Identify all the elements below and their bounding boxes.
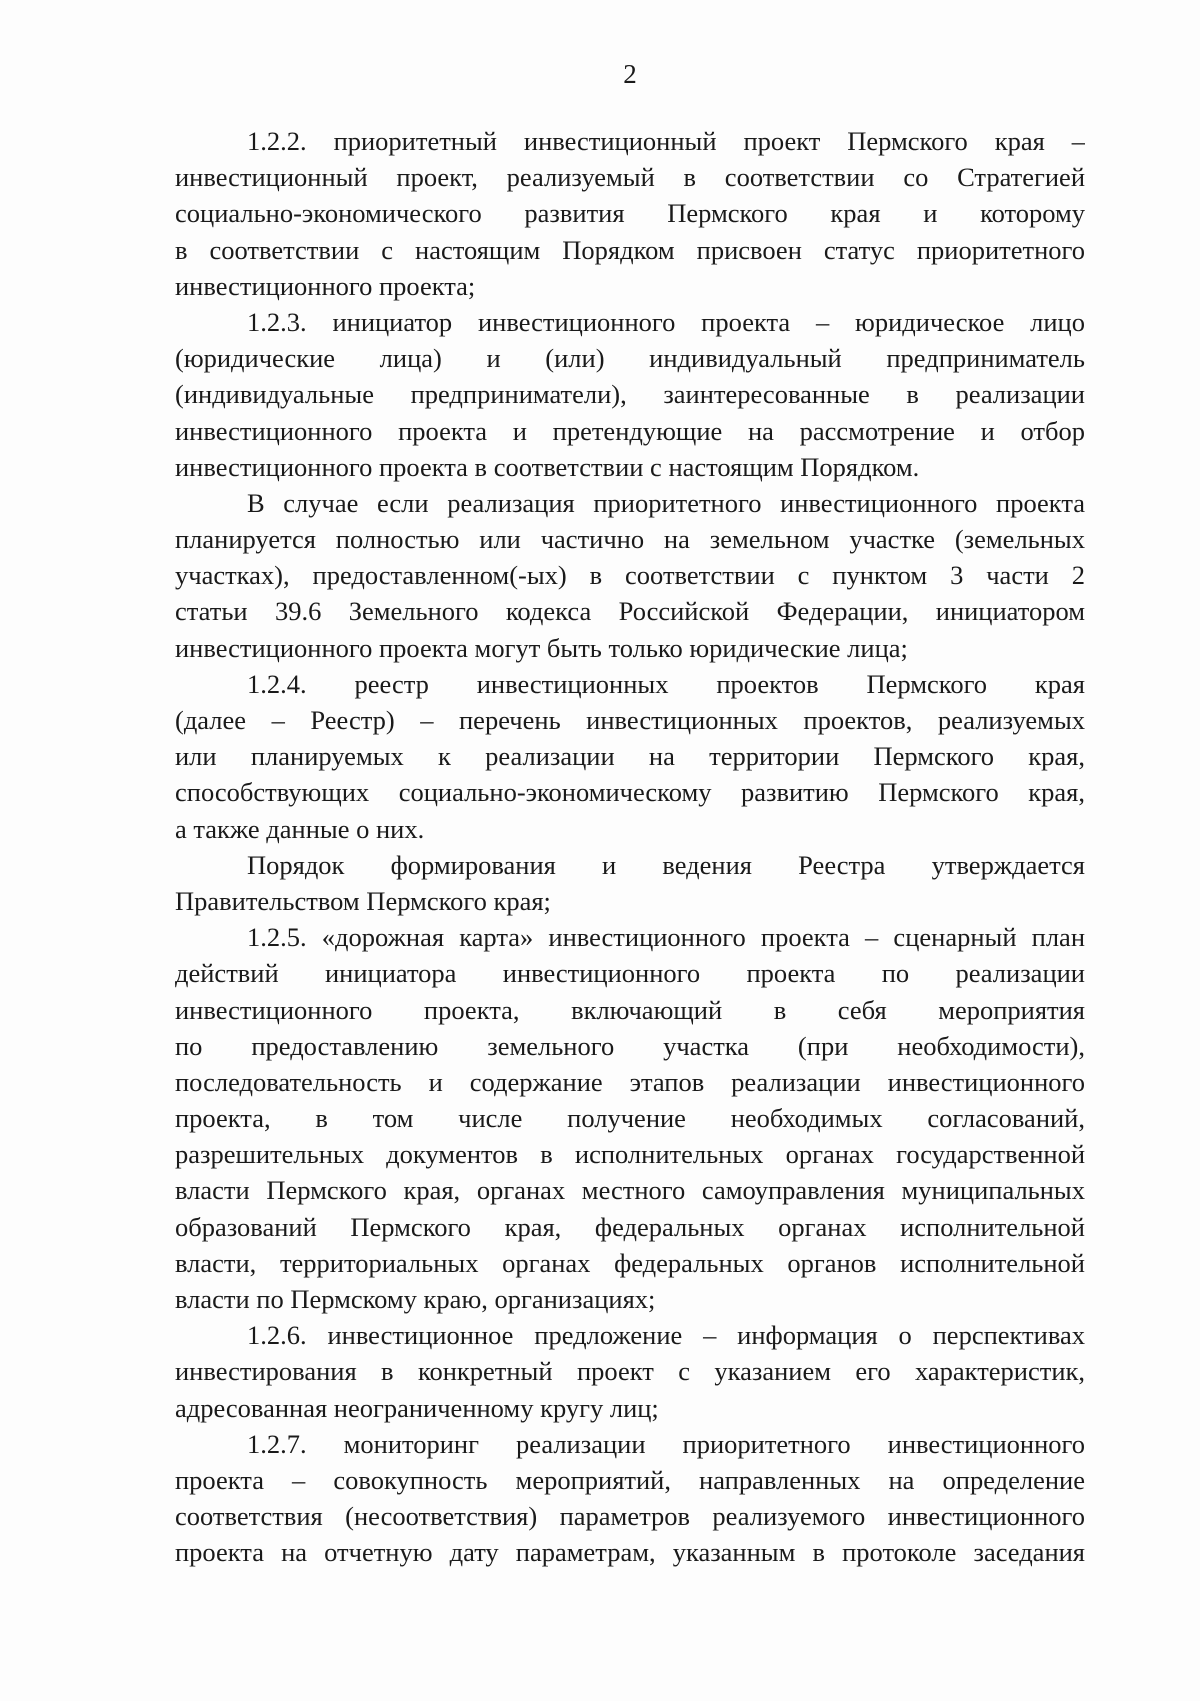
paragraph-1-2-5 bbox=[175, 919, 1085, 1317]
text-line: участках), предоставленном(-ых) в соответствии с пунктом 3 части 2 bbox=[175, 560, 1085, 591]
text-line: власти Пермского края, органах местного самоуправления муниципальных bbox=[175, 1175, 1085, 1206]
text-line: В случае если реализация приоритетного инвестиционного проекта bbox=[247, 487, 1085, 518]
text-line: инвестиционного проекта, включающий в себя мероприятия bbox=[175, 994, 1085, 1025]
text-line: инвестиционного проекта в соответствии с настоящим Порядком. bbox=[175, 451, 920, 482]
text-line: 1.2.6. инвестиционное предложение – информация о перспективах bbox=[247, 1320, 1085, 1351]
text-line: 1.2.4. реестр инвестиционных проектов Пермского края bbox=[247, 668, 1085, 699]
text-line: образований Пермского края, федеральных органах исполнительной bbox=[175, 1211, 1085, 1242]
text-line: проекта, в том числе получение необходимых согласований, bbox=[175, 1103, 1085, 1134]
paragraph-1-2-7 bbox=[175, 1426, 1085, 1571]
text-line: инвестирования в конкретный проект с указанием его характеристик, bbox=[175, 1356, 1085, 1387]
text-line: или планируемых к реализации на территории Пермского края, bbox=[175, 741, 1085, 772]
paragraph-registry-order bbox=[175, 847, 1085, 919]
text-line: проекта – совокупность мероприятий, направленных на определение bbox=[175, 1464, 1085, 1495]
paragraph-1-2-6 bbox=[175, 1317, 1085, 1426]
text-line: Правительством Пермского края; bbox=[175, 885, 551, 916]
page-number: 2 bbox=[623, 59, 637, 89]
text-line: соответствия (несоответствия) параметров реализуемого инвестиционного bbox=[175, 1501, 1085, 1532]
text-line: по предоставлению земельного участка (при необходимости), bbox=[175, 1030, 1085, 1061]
text-line: 1.2.7. мониторинг реализации приоритетного инвестиционного bbox=[247, 1428, 1085, 1459]
text-line: 1.2.3. инициатор инвестиционного проекта – юридическое лицо bbox=[247, 306, 1085, 337]
document-body bbox=[175, 123, 1085, 1571]
text-line: 1.2.5. «дорожная карта» инвестиционного проекта – сценарный план bbox=[247, 922, 1085, 953]
text-line: власти, территориальных органах федеральных органов исполнительной bbox=[175, 1247, 1085, 1278]
text-line: (юридические лица) и (или) индивидуальный предприниматель bbox=[175, 343, 1085, 374]
text-line: планируется полностью или частично на земельном участке (земельных bbox=[175, 524, 1085, 555]
text-line: а также данные о них. bbox=[175, 813, 425, 844]
text-line: (далее – Реестр) – перечень инвестиционных проектов, реализуемых bbox=[175, 705, 1085, 735]
text-line: инвестиционного проекта; bbox=[175, 270, 476, 301]
text-line: инвестиционного проекта и претендующие на рассмотрение и отбор bbox=[175, 415, 1085, 446]
paragraph-1-2-3 bbox=[175, 304, 1085, 485]
text-line: статьи 39.6 Земельного кодекса Российской Федерации, инициатором bbox=[175, 596, 1085, 627]
text-line: способствующих социально-экономическому развитию Пермского края, bbox=[175, 777, 1085, 808]
text-line: (индивидуальные предприниматели), заинтересованные в реализации bbox=[175, 379, 1085, 410]
text-line: 1.2.2. приоритетный инвестиционный проект Пермского края – bbox=[247, 126, 1085, 156]
text-line: инвестиционного проекта могут быть только юридические лица; bbox=[175, 632, 908, 663]
text-line: разрешительных документов в исполнительных органах государственной bbox=[175, 1139, 1085, 1170]
text-line: действий инициатора инвестиционного проекта по реализации bbox=[175, 958, 1085, 989]
text-line: последовательность и содержание этапов реализации инвестиционного bbox=[175, 1066, 1085, 1097]
text-line: адресованная неограниченному кругу лиц; bbox=[175, 1392, 659, 1423]
text-line: инвестиционный проект, реализуемый в соответствии со Стратегией bbox=[175, 162, 1085, 193]
text-line: Порядок формирования и ведения Реестра утверждается bbox=[247, 849, 1085, 880]
paragraph-1-2-4 bbox=[175, 666, 1085, 847]
paragraph-land bbox=[175, 485, 1085, 666]
text-line: проекта на отчетную дату параметрам, указанным в протоколе заседания bbox=[175, 1537, 1085, 1568]
text-line: власти по Пермскому краю, организациях; bbox=[175, 1284, 656, 1314]
text-line: социально-экономического развития Пермского края и которому bbox=[175, 198, 1085, 229]
text-line: в соответствии с настоящим Порядком присвоен статус приоритетного bbox=[175, 234, 1085, 265]
paragraph-1-2-2 bbox=[175, 123, 1085, 304]
